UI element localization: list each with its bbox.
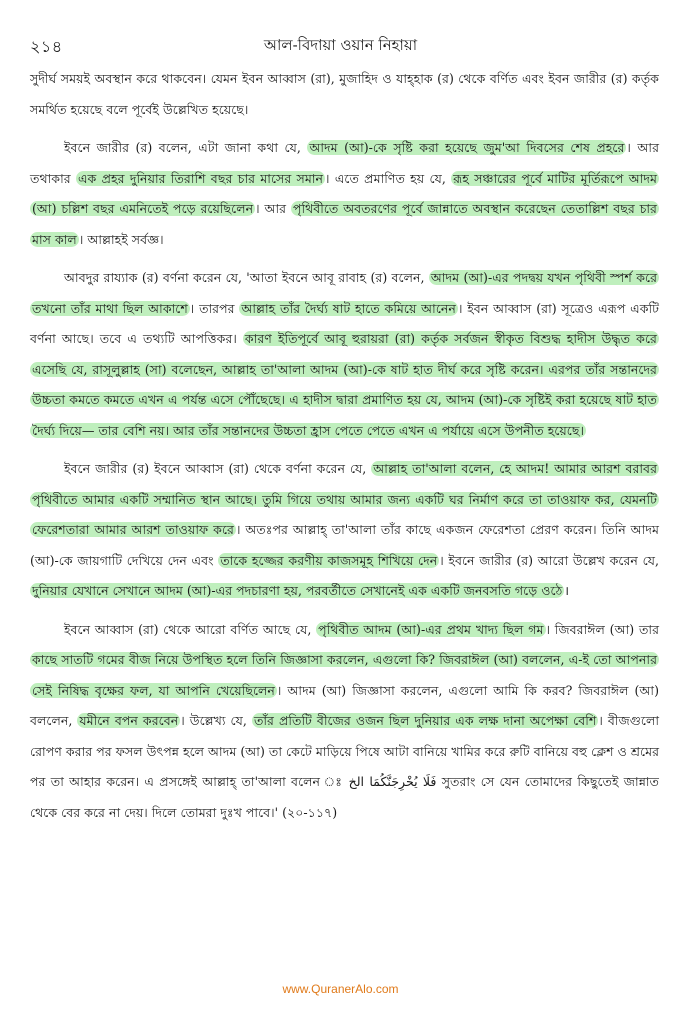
highlighted-text: কারণ ইতিপূর্বে আবূ হুরায়রা (রা) কর্তৃক সর্বজন স্বীকৃত বিশুদ্ধ হাদীস উদ্ধৃত করে এসেছি যে, রাসূলুল্লাহ (সা) বলেছেন, আল্লাহ তা'আলা আদম (আ)-কে ষাট হাত দীর্ঘ করে সৃষ্টি করেন। এরপর তাঁর সন্তানদের উচ্চতা কমতে কমতে এখন এ পর্যন্ত এসে পৌঁছেছে। এ হাদীস দ্বারা প্রমাণিত হয় যে, আদম (আ)-কে সৃষ্টিই করা হয়েছে ষাট হাত দৈর্ঘ্য দিয়ে— তার বেশি নয়। আর তাঁর সন্তানদের উচ্চতা হ্রাস পেতে পেতে এখন এ পর্যায়ে এসে উপনীত হয়েছে।	[32, 331, 657, 438]
highlighted-text: আল্লাহ তাঁর দৈর্ঘ্য ষাট হাতে কমিয়ে আনেন	[241, 300, 456, 316]
text-run: ইবনে আব্বাস (রা) থেকে আরো বর্ণিত আছে যে,	[64, 621, 317, 637]
page-number: ২১৪	[30, 37, 63, 56]
arabic-quote: فَلَا يُخْرِجَنَّكُمَا الخ	[348, 774, 437, 789]
running-title: আল-বিদায়া ওয়ান নিহায়া	[263, 36, 418, 54]
page-body	[30, 64, 659, 836]
text-run: । জিবরাঈল (আ) তার	[545, 621, 659, 637]
text-run: আবদুর রায্যাক (র) বর্ণনা করেন যে, 'আতা ইবনে আবূ রাবাহ (র) বলেন,	[64, 270, 429, 285]
highlighted-text: রূহ সঞ্চারের পূর্বে মাটির মূর্তিরূপে আদম (আ) চল্লিশ বছর এমনিতেই পড়ে রয়েছিলেন	[32, 170, 657, 216]
text-run: । উল্লেখ্য যে,	[180, 713, 252, 728]
text-run: সুতরাং সে যেন তোমাদের কিছুতেই জান্নাত থেকে বের করে না দেয়। দিলে তোমরা দুঃখ পাবে।' (২০-১১৭)	[30, 774, 660, 820]
text-run: ইবনে জারীর (র) বলেন, এটা জানা কথা যে,	[64, 140, 308, 155]
text-run: । আল্লাহই সর্বজ্ঞ।	[78, 231, 164, 247]
text-run: । তারপর	[189, 300, 240, 316]
highlighted-text: দুনিয়ার যেখানে সেখানে আদম (আ)-এর পদচারণা হয়, পরবর্তীতে সেখানেই এক একটি জনবসতি গড়ে ওঠে	[32, 583, 563, 598]
text-run: ইবনে জারীর (র) ইবনে আব্বাস (রা) থেকে বর্ণনা করেন যে,	[64, 461, 372, 476]
highlighted-text: আদম (আ)-এর পদদ্বয় যখন পৃথিবী স্পর্শ করে তখনো তাঁর মাথা ছিল আকাশে	[32, 270, 657, 316]
text-run: সুদীর্ঘ সময়ই অবস্থান করে থাকবেন। যেমন ইবন আব্বাস (রা), মুজাহিদ ও যাহ্হাক (র) থেকে বর্ণিত এবং ইবন জারীর (র) কর্তৃক সমর্থিত হয়েছে বলে পূর্বেই উল্লেখিত হয়েছে।	[30, 71, 659, 117]
highlighted-text: যমীনে বপন করবেন	[79, 713, 179, 728]
paragraph	[30, 615, 659, 829]
paragraph	[30, 454, 659, 607]
text-run: । আর	[255, 201, 291, 216]
highlighted-text: কাছে সাতটি গমের বীজ নিয়ে উপস্থিত হলে তিনি জিজ্ঞাসা করলেন, এগুলো কি? জিবরাঈল (আ) বললেন, এ-ই তো আপনার সেই নিষিদ্ধ বৃক্ষের ফল, যা আপনি খেয়েছিলেন	[32, 652, 657, 698]
highlighted-text: আল্লাহ তা'আলা বলেন, হে আদম! আমার আরশ বরাবর পৃথিবীতে আমার একটি সম্মানিত স্থান আছে। তুমি গিয়ে তথায় আমার জন্য একটি ঘর নির্মাণ করে তা তাওয়াফ কর, যেমনটি ফেরেশতারা আমার আরশ তাওয়াফ করে	[32, 461, 657, 537]
paragraph	[30, 133, 659, 255]
page-header	[30, 34, 651, 58]
paragraph	[30, 263, 659, 446]
text-run: । আদম (আ) জিজ্ঞাসা করলেন, এগুলো আমি কি করব? জিবরাঈল (আ) বললেন,	[30, 682, 659, 728]
text-run: । অতঃপর আল্লাহ্ তা'আলা তাঁর কাছে একজন ফেরেশতা প্রেরণ করেন। তিনি আদম (আ)-কে জায়গাটি দেখিয়ে দেন এবং	[30, 522, 659, 568]
text-run: । আর তথাকার	[30, 140, 660, 186]
text-run: । বীজগুলো রোপণ করার পর ফসল উৎপন্ন হলে আদম (আ) তা কেটে মাড়িয়ে পিষে আটা বানিয়ে খামির করে রুটি বানিয়ে বহু ক্লেশ ও শ্রমের পর তা আহার করেন। এ প্রসঙ্গেই আল্লাহ্ তা'আলা বলেন ঃ	[30, 713, 659, 789]
text-run: ।	[564, 583, 570, 598]
highlighted-text: তাঁর প্রতিটি বীজের ওজন ছিল দুনিয়ার এক লক্ষ দানা অপেক্ষা বেশি	[253, 713, 597, 728]
text-run: । এতে প্রমাণিত হয় যে,	[325, 170, 452, 186]
highlighted-text: আদম (আ)-কে সৃষ্টি করা হয়েছে জুম'আ দিবসের শেষ প্রহরে	[309, 140, 625, 155]
text-run: । ইবনে জারীর (র) আরো উল্লেখ করেন যে,	[439, 552, 660, 568]
highlighted-text: এক প্রহর দুনিয়ার তিরাশি বছর চার মাসের সমান	[77, 170, 324, 186]
site-link[interactable]: www.QuranerAlo.com	[282, 982, 399, 996]
highlighted-text: পৃথিবীত আদম (আ)-এর প্রথম খাদ্য ছিল গম	[318, 621, 544, 637]
highlighted-text: তাকে হজ্জের করণীয় কাজসমূহ শিখিয়ে দেন	[220, 552, 438, 568]
highlighted-text: পৃথিবীতে অবতরণের পূর্বে জান্নাতে অবস্থান করেছেন তেতাল্লিশ বছর চার মাস কাল	[32, 201, 657, 247]
paragraph	[30, 64, 659, 125]
text-run: । ইবন আব্বাস (রা) সূত্রেও এরূপ একটি বর্ণনা আছে। তবে এ তথ্যটি আপত্তিকর।	[30, 300, 659, 346]
